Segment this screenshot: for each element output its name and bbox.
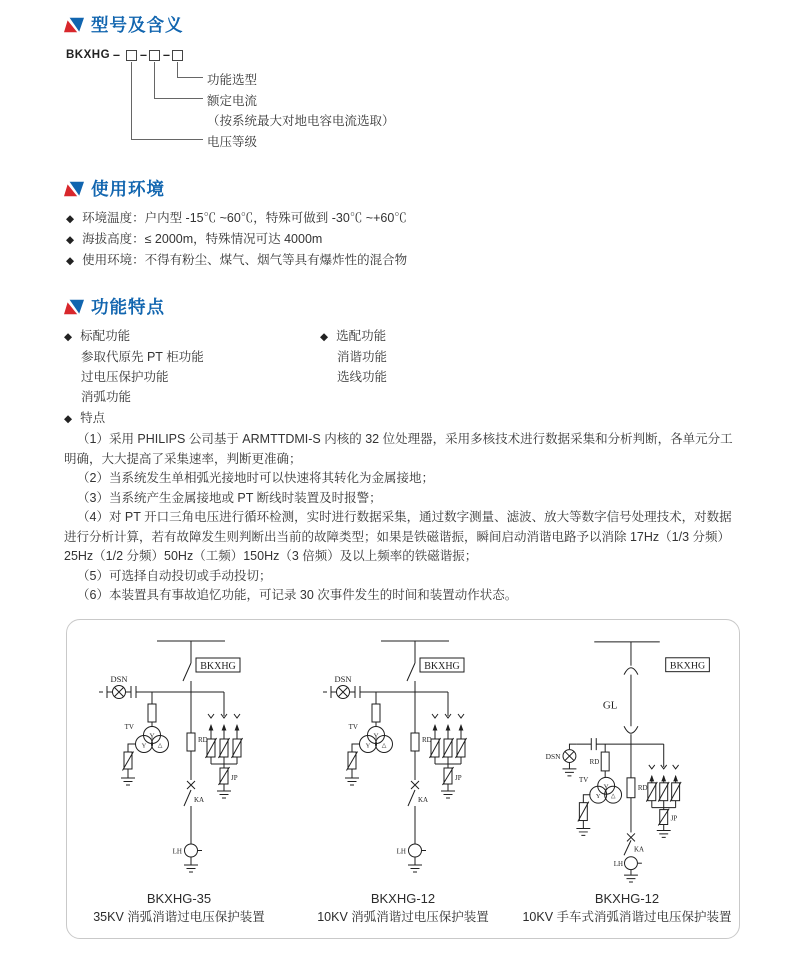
section-header-features	[64, 295, 740, 318]
ground-symbol	[562, 768, 576, 775]
lh-transformer	[624, 856, 637, 869]
feature-points	[64, 430, 740, 606]
center-branch	[172, 733, 207, 872]
model-box-current	[149, 50, 160, 61]
ground-symbol	[217, 791, 231, 798]
list-item	[66, 250, 740, 271]
ka-label: KA	[633, 844, 644, 853]
drawout-contact-upper	[624, 667, 638, 674]
feature-point: （1）采用 PHILIPS 公司基于 ARMTTDMI-S 内核的 32 位处理器，采用多核技术进行数据采集和分析判断，各单元分工明确，大大提高了采集速率，判断更准确；	[64, 432, 733, 466]
feature-item: 消弧功能	[81, 390, 132, 404]
ground-symbol	[184, 865, 198, 872]
feature-point: （4）对 PT 开口三角电压进行循环检测，实时进行数据采集，通过数字测量、滤波、放大等数字信号处理技术，对数据进行分析计算，若有故障发生则判断出当前的故障类型；如果是铁磁谐振，瞬间启动消谐电路予以消除 17Hz（1/3 分频）25Hz（1/2 分频）50Hz（工频）150Hz（3 倍频）及以上频率的铁磁谐振；	[64, 510, 732, 563]
diagram-caption	[522, 889, 731, 938]
section-title: 功能特点	[91, 297, 165, 317]
diagram-description: 10KV 消弧消谐过电压保护装置	[317, 909, 489, 924]
junction-line	[576, 738, 663, 750]
ka-label: KA	[193, 795, 204, 804]
list-item	[66, 229, 740, 250]
optional-header: 选配功能	[336, 329, 387, 343]
model-box-function	[172, 50, 183, 61]
center-branch	[613, 744, 647, 882]
winding-symbol: △	[610, 793, 615, 800]
device-label: BKXHG	[669, 660, 705, 672]
points-header: 特点	[80, 411, 106, 425]
diagram-caption	[93, 889, 265, 938]
rd-label: RD	[637, 783, 648, 792]
standard-functions-column	[64, 326, 320, 407]
fixed-type-schematic	[99, 641, 243, 872]
rd-label: RD	[589, 757, 599, 766]
model-code-diagram	[64, 46, 740, 158]
connector-line	[131, 139, 203, 140]
diamond-bullet: ◆	[66, 255, 75, 267]
dsn-label: DSN	[109, 673, 128, 684]
ground-symbol	[656, 830, 670, 837]
standard-items	[64, 347, 320, 407]
model-box-voltage	[126, 50, 137, 61]
fuse	[148, 704, 156, 722]
winding-symbol: Y	[148, 732, 155, 740]
ka-contact	[627, 833, 635, 841]
section-header-model	[64, 13, 740, 36]
diagram-model: BKXHG-35	[146, 890, 212, 906]
dsn-label: DSN	[545, 751, 561, 761]
points-header-row	[64, 408, 740, 429]
model-label-current-note: （按系统最大对地电容电流选取）	[207, 114, 395, 128]
feature-item: 消谐功能	[337, 350, 388, 364]
drawout-contact-lower	[624, 726, 638, 733]
environment-list	[66, 208, 740, 271]
dsn-indicator	[99, 674, 136, 699]
feature-item: 过电压保护功能	[81, 370, 169, 384]
ka-contact	[187, 781, 195, 789]
winding-symbol: Y	[595, 792, 601, 800]
dsn-indicator	[545, 744, 576, 776]
dash: –	[163, 48, 170, 62]
column-header	[64, 326, 320, 347]
diagram-caption	[317, 889, 489, 938]
feature-item: 参取代原先 PT 柜功能	[81, 350, 204, 364]
connector-line	[131, 62, 132, 139]
wiring-diagrams-panel	[66, 619, 740, 939]
model-prefix: BKXHG	[66, 49, 111, 61]
standard-header: 标配功能	[80, 329, 131, 343]
model-label-voltage: 电压等级	[207, 135, 258, 149]
diagram-description: 35KV 消弧消谐过电压保护装置	[93, 909, 265, 924]
section-title: 使用环境	[91, 179, 165, 199]
ground-symbol	[576, 828, 590, 835]
diagram-bkxhg-35	[67, 629, 291, 938]
tv-label: TV	[124, 722, 134, 731]
jp-label: JP	[670, 814, 677, 823]
connector-line	[177, 62, 178, 77]
dash: –	[140, 48, 147, 62]
connector-line	[177, 77, 203, 78]
lh-label: LH	[613, 859, 623, 868]
model-label-current: 额定电流	[207, 94, 258, 108]
dash: –	[113, 48, 120, 62]
section-title: 型号及含义	[91, 15, 184, 35]
disconnect-switch	[183, 641, 191, 733]
gl-label: GL	[602, 698, 617, 711]
feature-point: （2）当系统发生单相弧光接地时可以快速将其转化为金属接地；	[77, 471, 434, 485]
diamond-bullet: ◆	[64, 331, 73, 343]
device-label: BKXHG	[199, 660, 236, 672]
single-line-diagram	[296, 629, 511, 881]
winding-symbol: △	[157, 742, 162, 749]
section-header-environment	[64, 177, 740, 200]
optional-items	[320, 347, 387, 387]
diagram-model: BKXHG-12	[594, 890, 660, 906]
diagram-bkxhg-12	[291, 629, 515, 938]
voltage-transformer-branch	[576, 744, 621, 835]
voltage-transformer-branch	[121, 692, 169, 785]
list-item	[66, 208, 740, 229]
diamond-bullet: ◆	[66, 234, 75, 246]
section-marker-icon	[64, 299, 84, 315]
column-header	[320, 326, 387, 347]
connector-line	[154, 62, 155, 98]
diamond-bullet: ◆	[320, 331, 329, 343]
ground-symbol	[121, 778, 135, 785]
connector-line	[154, 98, 203, 99]
environment-item: 使用环境：不得有粉尘、煤气、烟气等具有爆炸性的混合物	[82, 253, 408, 267]
single-line-diagram	[72, 629, 287, 881]
diamond-bullet: ◆	[64, 413, 73, 425]
section-marker-icon	[64, 181, 84, 197]
jp-label: JP	[230, 773, 238, 782]
arrester-branch	[646, 744, 681, 837]
winding-symbol: Y	[603, 782, 609, 791]
diagram-description: 10KV 手车式消弧消谐过电压保护装置	[522, 909, 732, 924]
rd-fuse	[601, 752, 609, 771]
rd-label: RD	[197, 735, 208, 744]
ground-symbol	[624, 875, 638, 882]
model-label-function: 功能选型	[207, 73, 258, 87]
environment-item: 海拔高度：≤ 2000m，特殊情况可达 4000m	[82, 232, 323, 246]
environment-item: 环境温度：户内型 -15℃ ~60℃，特殊可做到 -30℃ ~+60℃	[82, 211, 407, 225]
winding-symbol: Y	[141, 742, 146, 749]
diamond-bullet: ◆	[66, 213, 75, 225]
rd-fuse	[627, 777, 635, 797]
arrester-branch	[205, 692, 242, 798]
rd-fuse	[187, 733, 195, 751]
single-line-diagram	[520, 629, 735, 889]
feature-point: （6）本装置具有事故追忆功能，可记录 30 次事件发生的时间和装置动作状态。	[77, 588, 518, 602]
handcart-type-schematic	[545, 641, 709, 881]
feature-columns	[64, 326, 740, 407]
lh-label: LH	[172, 847, 182, 855]
feature-point: （5）可选择自动投切或手动投切；	[77, 568, 272, 583]
tv-label: TV	[578, 775, 588, 784]
diagram-bkxhg-12-handcart	[515, 629, 739, 938]
optional-functions-column	[320, 326, 387, 407]
section-marker-icon	[64, 17, 84, 33]
feature-item: 选线功能	[337, 370, 388, 384]
feature-point: （3）当系统产生金属接地或 PT 断线时装置及时报警；	[77, 490, 382, 505]
lh-transformer	[184, 844, 197, 857]
diagram-model: BKXHG-12	[370, 890, 436, 906]
